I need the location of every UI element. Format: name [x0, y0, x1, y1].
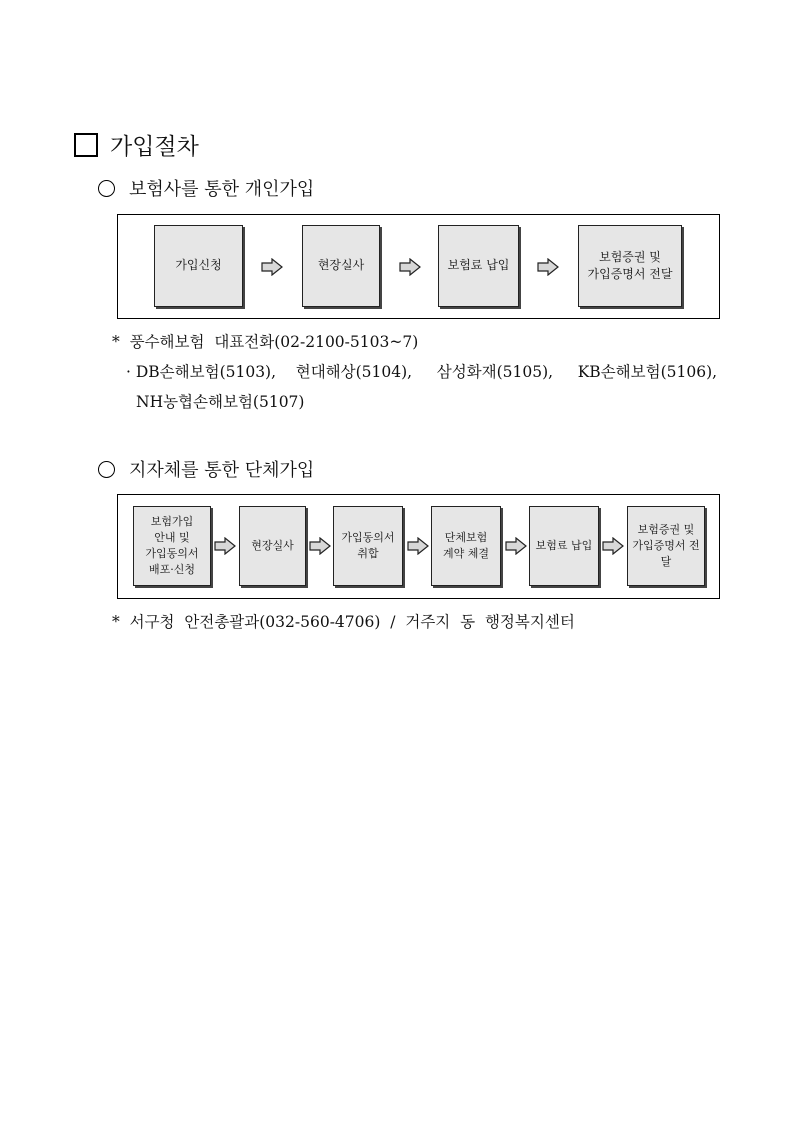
individual-heading-text: 보험사를 통한 개인가입 [129, 179, 315, 200]
group-heading-text: 지자체를 통한 단체가입 [129, 460, 315, 481]
group-step-premium: 보험료 납입 [529, 506, 599, 586]
individual-insurers-line2: NH농협손해보험(5107) [136, 393, 305, 411]
group-step-guide-apply: 보험가입 안내 및 가입동의서 배포·신청 [133, 506, 211, 586]
right-arrow-icon [407, 537, 429, 555]
group-step-inspection: 현장실사 [239, 506, 306, 586]
individual-step-inspection: 현장실사 [302, 225, 380, 307]
circle-bullet-icon [98, 180, 115, 197]
checkbox-square-icon [74, 133, 98, 157]
right-arrow-icon [261, 258, 283, 276]
group-step-contract: 단체보험 계약 체결 [431, 506, 501, 586]
right-arrow-icon [602, 537, 624, 555]
section-title-text: 가입절차 [110, 134, 199, 160]
right-arrow-icon [505, 537, 527, 555]
group-flow-frame [117, 494, 720, 599]
right-arrow-icon [537, 258, 559, 276]
individual-rep-phone-note: * 풍수해보험 대표전화(02-2100-5103~7) [112, 333, 419, 351]
individual-flow-frame [117, 214, 720, 319]
right-arrow-icon [214, 537, 236, 555]
individual-heading [98, 175, 314, 201]
section-title [74, 128, 199, 161]
circle-bullet-icon [98, 461, 115, 478]
group-step-consent-collect: 가입동의서 취합 [333, 506, 403, 586]
right-arrow-icon [309, 537, 331, 555]
individual-step-premium: 보험료 납입 [438, 225, 519, 307]
group-step-certificate: 보험증권 및 가입증명서 전달 [627, 506, 705, 586]
right-arrow-icon [399, 258, 421, 276]
individual-step-certificate: 보험증권 및 가입증명서 전달 [578, 225, 682, 307]
individual-insurers-line1: · DB손해보험(5103), 현대해상(5104), 삼성화재(5105), KB손해보험(5106), [126, 363, 718, 381]
group-heading [98, 456, 314, 482]
individual-step-apply: 가입신청 [154, 225, 243, 307]
group-contact-note: * 서구청 안전총괄과(032-560-4706) / 거주지 동 행정복지센터 [112, 613, 575, 631]
